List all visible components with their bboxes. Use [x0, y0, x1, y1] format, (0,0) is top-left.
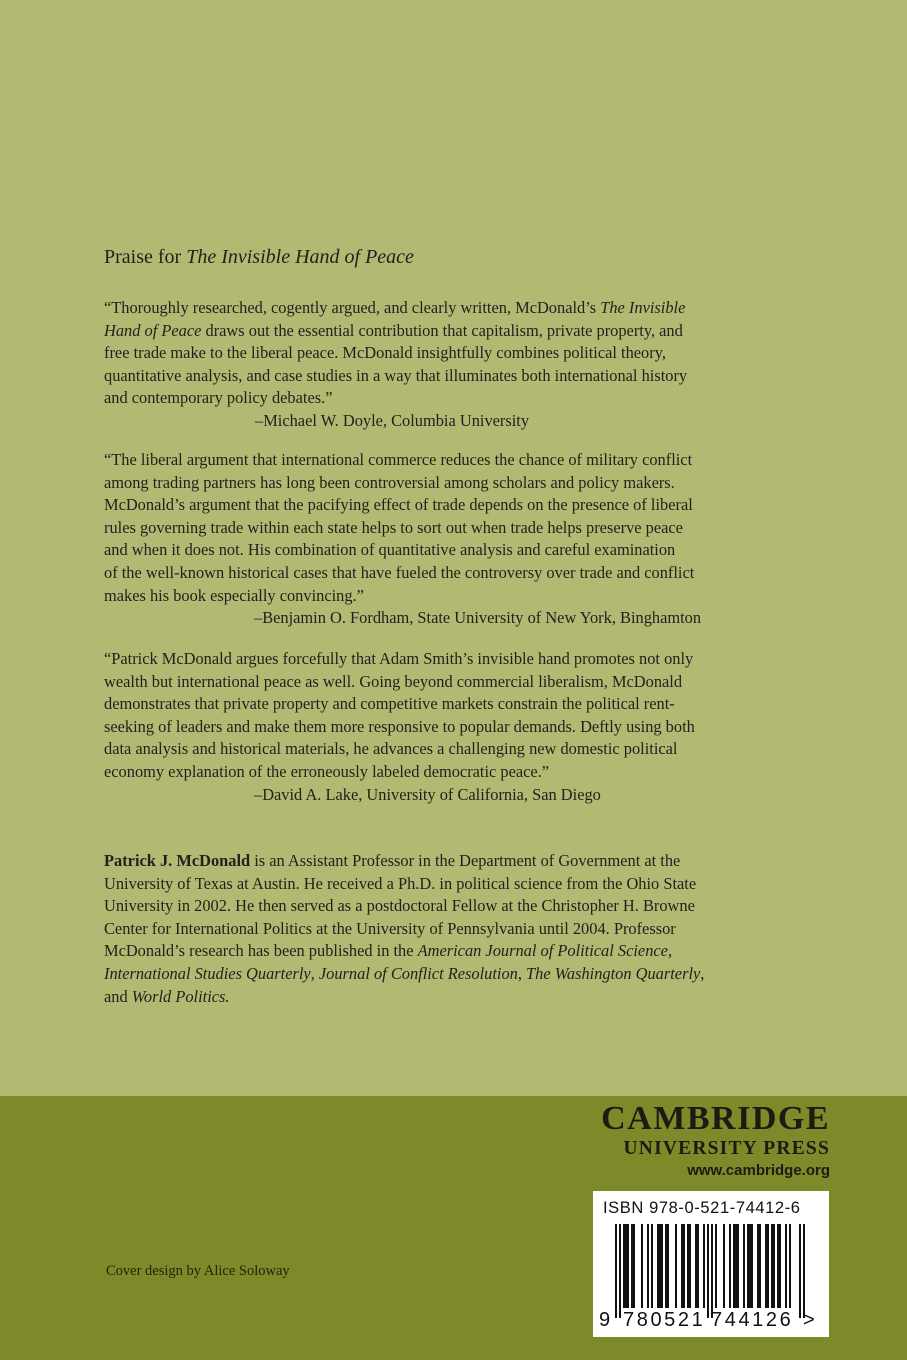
quote-fordham — [104, 449, 794, 630]
barcode-bar — [729, 1224, 731, 1308]
barcode-bar — [683, 1224, 685, 1308]
barcode-bar — [615, 1224, 617, 1318]
barcode-bar — [651, 1224, 653, 1308]
quote-line: Hand of Peace draws out the essential contribution that capitalism, private property, and — [104, 320, 683, 340]
barcode-bar — [641, 1224, 643, 1308]
barcode-bar — [657, 1224, 659, 1308]
barcode-bar — [647, 1224, 649, 1308]
barcode-right-group: 744126 — [711, 1309, 794, 1331]
quote-line: rules governing trade within each state helps to sort out when trade helps preserve peace — [104, 517, 683, 537]
barcode-bar — [789, 1224, 791, 1308]
barcode-bar — [689, 1224, 691, 1308]
quote-line: of the well-known historical cases that have fueled the controversy over trade and conflict — [104, 562, 695, 582]
barcode-bar — [777, 1224, 779, 1308]
barcode-bar — [697, 1224, 699, 1308]
quote-line: data analysis and historical materials, he advances a challenging new domestic political — [104, 739, 678, 759]
barcode-left-group: 780521 — [623, 1309, 706, 1331]
barcode-bar — [675, 1224, 677, 1308]
barcode-bar — [633, 1224, 635, 1308]
barcode-bar — [667, 1224, 669, 1308]
isbn-barcode — [593, 1191, 829, 1337]
barcode-bar — [765, 1224, 767, 1308]
barcode-bar — [747, 1224, 749, 1308]
barcode-bar — [661, 1224, 663, 1308]
barcode-bar — [799, 1224, 801, 1318]
barcode-bar — [771, 1224, 773, 1308]
barcode-chevron: > — [803, 1309, 816, 1331]
quote-doyle — [104, 297, 794, 433]
quote-line: makes his book especially convincing.” — [104, 585, 364, 605]
barcode-bar — [767, 1224, 769, 1308]
cover-credit: Cover design by Alice Soloway — [106, 1263, 290, 1279]
quote-line: and when it does not. His combination of quantitative analysis and careful examination — [104, 540, 676, 560]
barcode-bar — [665, 1224, 667, 1308]
barcode-bar — [681, 1224, 683, 1308]
barcode-bar — [715, 1224, 717, 1308]
barcode-bar — [687, 1224, 689, 1308]
barcode-bar — [803, 1224, 805, 1318]
barcode-bar — [625, 1224, 627, 1308]
barcode-bar — [619, 1224, 621, 1318]
quote-attribution: –Michael W. Doyle, Columbia University — [255, 410, 530, 430]
barcode-bar — [659, 1224, 661, 1308]
quote-line: McDonald’s argument that the pacifying effect of trade depends on the presence of liberal — [104, 495, 693, 515]
quote-attribution: –David A. Lake, University of California, San Diego — [254, 784, 601, 804]
barcode-bar — [703, 1224, 705, 1308]
barcode-bar — [773, 1224, 775, 1308]
publisher-logo — [580, 1100, 830, 1182]
praise-heading-prefix: Praise for — [104, 246, 187, 268]
publisher-name: CAMBRIDGE — [601, 1100, 830, 1137]
barcode-bar — [733, 1224, 735, 1308]
praise-heading-title: The Invisible Hand of Peace — [186, 246, 414, 268]
barcode-bar — [627, 1224, 629, 1308]
praise-heading — [104, 243, 794, 271]
quote-line: and contemporary policy debates.” — [104, 388, 333, 408]
barcode-bar — [737, 1224, 739, 1308]
barcode-bar — [751, 1224, 753, 1308]
quote-line: wealth but international peace as well. Going beyond commercial liberalism, McDonald — [104, 671, 683, 691]
barcode-bar — [743, 1224, 745, 1308]
barcode-bar — [623, 1224, 625, 1308]
quote-line: economy explanation of the erroneously labeled democratic peace.” — [104, 761, 550, 781]
quote-line: demonstrates that private property and competitive markets constrain the political rent- — [104, 694, 675, 714]
quote-line: “Thoroughly researched, cogently argued, and clearly written, McDonald’s The Invisible — [104, 298, 686, 317]
barcode-bar — [759, 1224, 761, 1308]
quote-line: “Patrick McDonald argues forcefully that Adam Smith’s invisible hand promotes not only — [104, 649, 694, 668]
quote-line: among trading partners has long been controversial among scholars and policy makers. — [104, 472, 675, 492]
author-bio: Patrick J. McDonald is an Assistant Professor in the Department of Government at the University of Texas at Austin. He received a Ph.D. in political science from the Ohio State University in 2002. He then served as a postdoctoral Fellow at the Christopher H. Browne Center for International Politics at the University of Pennsylvania until 2004. Professor McDonald’s research has been published in the American Journal of Political Science, International Studies Quarterly, Journal of Conflict Resolution, The Washington Quarterly, and World Politics. — [104, 851, 705, 1006]
quote-lake — [104, 648, 794, 806]
barcode-bar — [695, 1224, 697, 1308]
barcode-bar — [749, 1224, 751, 1308]
barcode-first-digit: 9 — [599, 1309, 611, 1331]
barcode-bar — [785, 1224, 787, 1308]
quote-line: seeking of leaders and make them more responsive to popular demands. Deftly using both — [104, 716, 695, 736]
barcode-bar — [723, 1224, 725, 1308]
barcode-bar — [779, 1224, 781, 1308]
publisher-url: www.cambridge.org — [687, 1162, 830, 1179]
author-name: Patrick J. McDonald — [104, 851, 251, 870]
barcode-bar — [631, 1224, 633, 1308]
barcode-bar — [707, 1224, 709, 1318]
publisher-subtitle: UNIVERSITY PRESS — [623, 1138, 830, 1159]
barcode-bar — [757, 1224, 759, 1308]
barcode-bar — [735, 1224, 737, 1308]
quote-attribution: –Benjamin O. Fordham, State University of New York, Binghamton — [254, 608, 702, 628]
quote-line: quantitative analysis, and case studies in a way that illuminates both international history — [104, 365, 688, 385]
barcode-bar — [711, 1224, 713, 1318]
quote-line: “The liberal argument that international commerce reduces the chance of military conflict — [104, 450, 693, 469]
quote-line: free trade make to the liberal peace. McDonald insightfully combines political theory, — [104, 343, 666, 363]
isbn-label: ISBN 978-0-521-74412-6 — [603, 1199, 801, 1217]
